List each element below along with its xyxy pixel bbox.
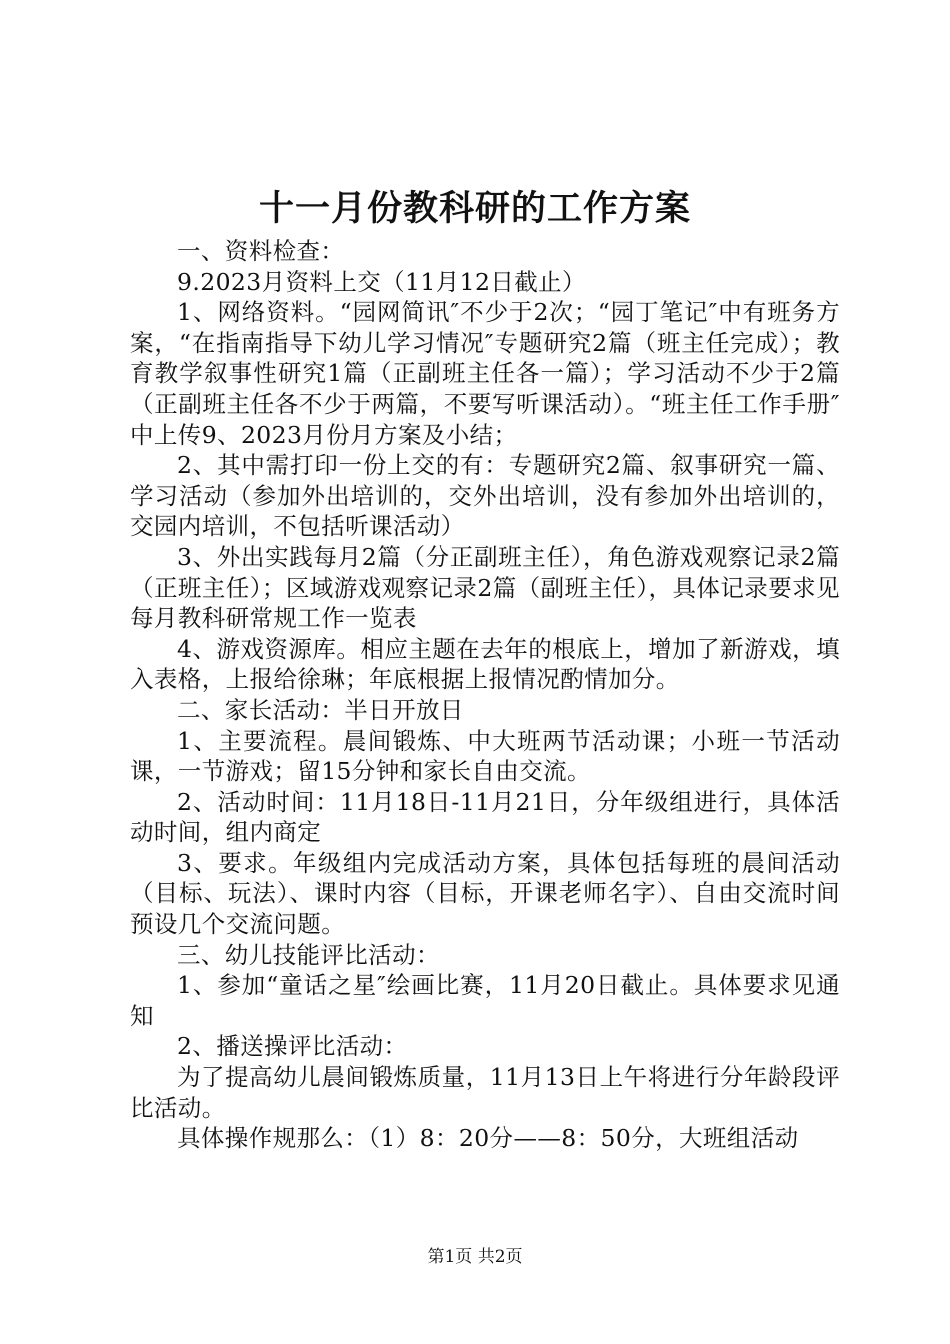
paragraph-practice-records: 3、外出实践每月2篇（分正副班主任），角色游戏观察记录2篇（正班主任）；区域游戏观察记录2篇（副班主任），具体记录要求见每月教科研常规工作一览表 xyxy=(130,542,840,633)
paragraph-drawing-contest: 1、参加“童话之星″绘画比赛，11月20日截止。具体要求见通知 xyxy=(130,971,840,1030)
document-body xyxy=(130,236,840,1154)
paragraph-print-submission: 2、其中需打印一份上交的有：专题研究2篇、叙事研究一篇、学习活动（参加外出培训的，交外出培训，没有参加外出培训的，交园内培训，不包括听课活动） xyxy=(130,451,840,541)
paragraph-game-library: 4、游戏资源库。相应主题在去年的根底上，增加了新游戏，填入表格，上报给徐琳；年底根据上报情况酌情加分。 xyxy=(130,634,840,694)
section-heading-skills-contest: 三、幼儿技能评比活动： xyxy=(177,940,440,969)
section-heading-parent-activity: 二、家长活动：半日开放日 xyxy=(177,695,464,724)
page-footer: 第1页 共2页 xyxy=(427,1247,523,1267)
paragraph-morning-exercise: 为了提高幼儿晨间锻炼质量，11月13日上午将进行分年龄段评比活动。 xyxy=(130,1063,840,1122)
paragraph-activity-time: 2、活动时间：11月18日-11月21日，分年级组进行，具体活动时间，组内商定 xyxy=(130,787,840,847)
section-heading-materials: 一、资料检查： xyxy=(177,237,345,265)
paragraph-requirements: 3、要求。年级组内完成活动方案，具体包括每班的晨间活动（目标、玩法）、课时内容（目标，开课老师名字）、自由交流时间预设几个交流问题。 xyxy=(130,848,840,939)
paragraph-exercise-contest: 2、播送操评比活动： xyxy=(177,1032,408,1061)
paragraph-submission-deadline: 9.2023月资料上交（11月12日截止） xyxy=(177,267,586,296)
paragraph-network-materials: 1、网络资料。“园网简讯″不少于2次；“园丁笔记″中有班务方案，“在指南指导下幼儿学习情况″专题研究2篇（班主任完成）；教育教学叙事性研究1篇（正副班主任各一篇）；学习活动不少于2篇（正副班主任各不少于两篇，不要写听课活动）。“班主任工作手册″中上传9、2023月份月方案及小结； xyxy=(130,298,840,449)
document-title: 十一月份教科研的工作方案 xyxy=(258,188,691,229)
paragraph-main-process: 1、主要流程。晨间锻炼、中大班两节活动课；小班一节活动课，一节游戏；留15分钟和家长自由交流。 xyxy=(130,726,840,786)
paragraph-operation-rules: 具体操作规那么：（1）8：20分——8：50分，大班组活动 xyxy=(177,1124,799,1153)
